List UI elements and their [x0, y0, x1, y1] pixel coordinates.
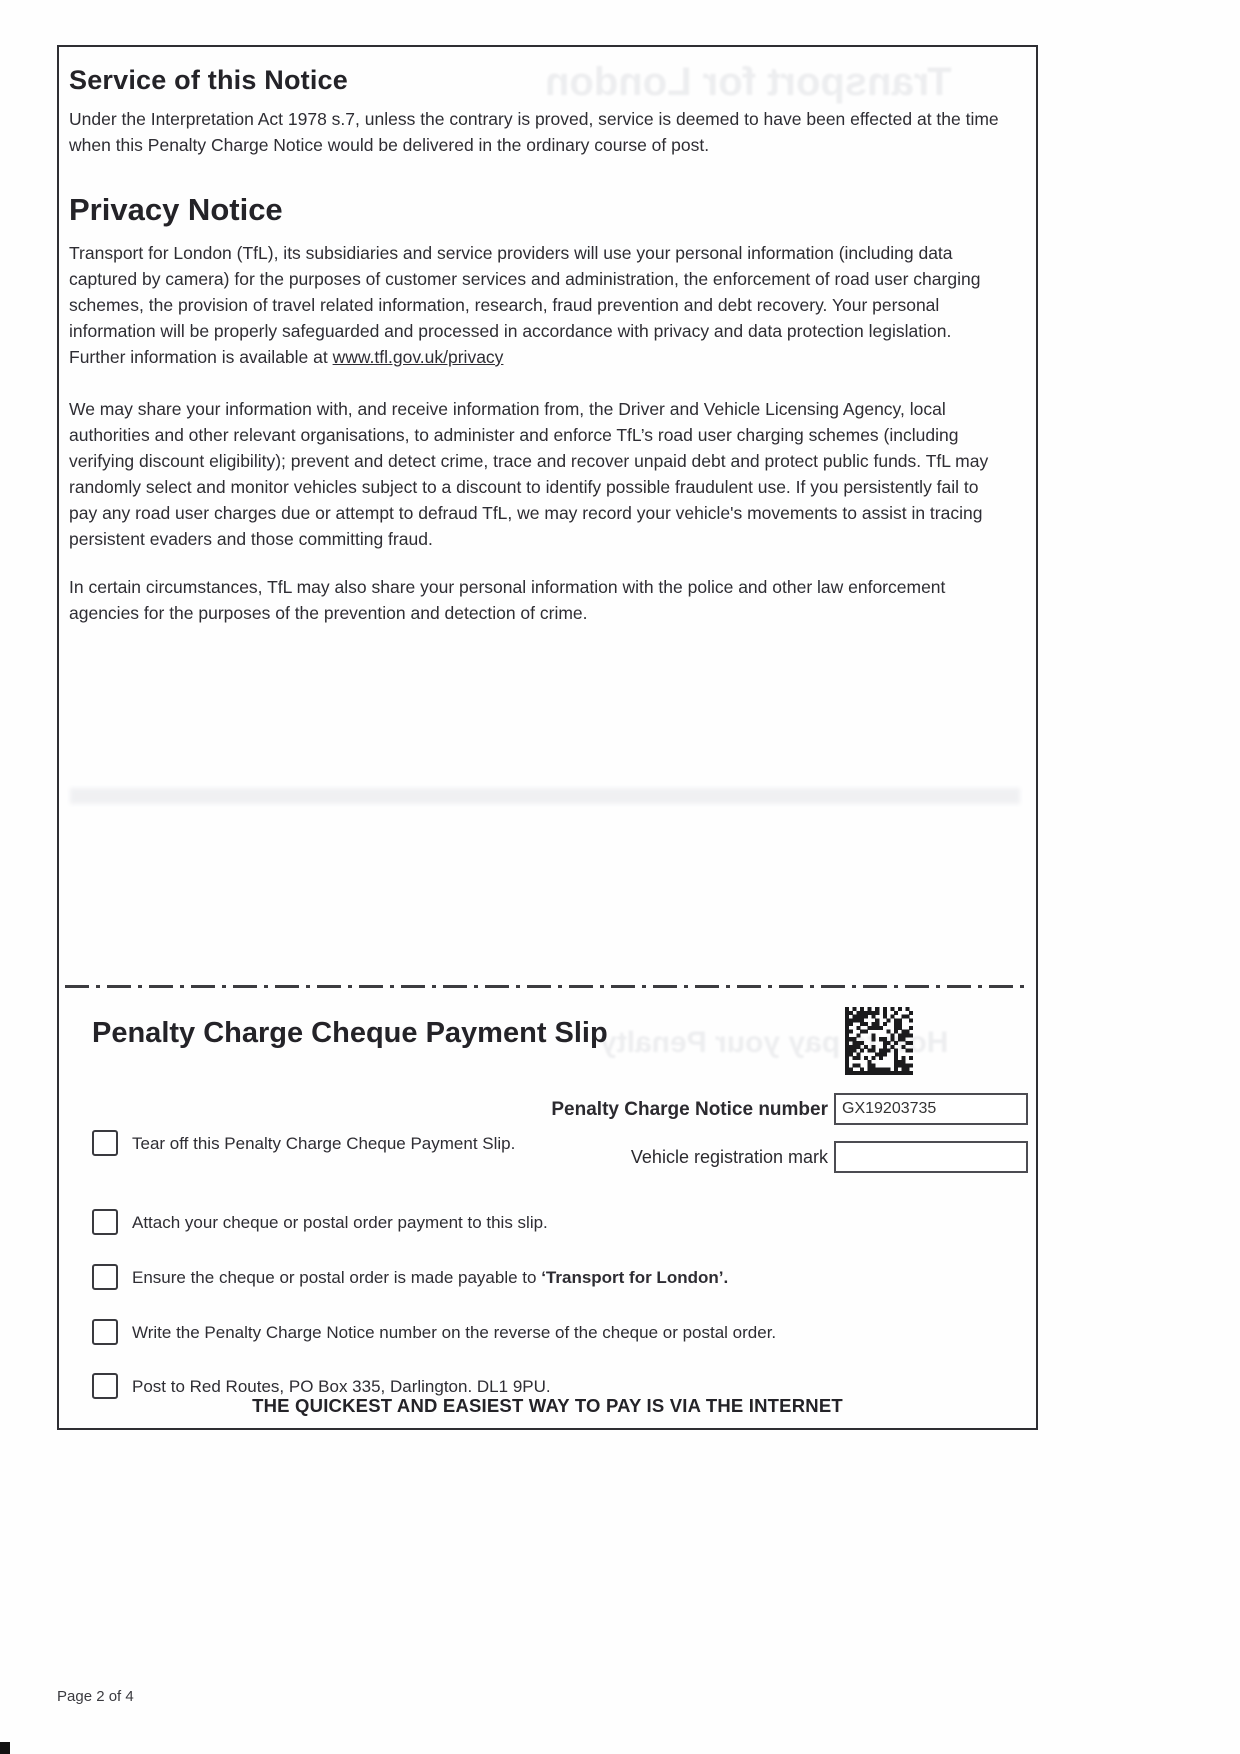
notice-box [57, 45, 1038, 1430]
instruction-text-prefix: Ensure the cheque or postal order is made payable to [132, 1268, 542, 1287]
tear-off-checkbox[interactable] [92, 1130, 118, 1156]
pcn-number-field[interactable]: GX19203735 [834, 1093, 1028, 1125]
write-pcn-checkbox[interactable] [92, 1319, 118, 1345]
instruction-text: Post to Red Routes, PO Box 335, Darlington. DL1 9PU. [132, 1377, 551, 1396]
instruction-row [92, 1319, 776, 1346]
service-of-notice-body: Under the Interpretation Act 1978 s.7, unless the contrary is proved, service is deemed to have been effected at the time when this Penalty Charge Notice would be delivered in the ordinary course of post. [69, 109, 999, 155]
pcn-number-label: Penalty Charge Notice number [551, 1099, 828, 1120]
privacy-url-link[interactable]: www.tfl.gov.uk/privacy [332, 347, 504, 367]
instruction-text: Attach your cheque or postal order payment to this slip. [132, 1213, 548, 1232]
privacy-notice-title: Privacy Notice [69, 192, 283, 227]
payee-name-bold: ‘Transport for London’. [541, 1268, 729, 1287]
instruction-row [92, 1264, 728, 1291]
privacy-paragraph-1 [69, 240, 1002, 370]
attach-cheque-checkbox[interactable] [92, 1209, 118, 1235]
pay-online-footer: THE QUICKEST AND EASIEST WAY TO PAY IS VIA THE INTERNET [252, 1395, 843, 1416]
privacy-paragraph-3: In certain circumstances, TfL may also share your personal information with the police and other law enforcement agencies for the purposes of the prevention and detection of crime. [69, 577, 946, 623]
page-number: Page 2 of 4 [57, 1688, 134, 1705]
privacy-paragraph-1-text: Transport for London (TfL), its subsidiaries and service providers will use your personal information (including data captured by camera) for the purposes of customer services and administration, the enforcement of road user charging schemes, the provision of travel related information, research, fraud prevention and debt recovery. Your personal information will be properly safeguarded and processed in accordance with privacy and data protection legislation. Further information is available at [69, 243, 981, 367]
payment-slip [59, 987, 1036, 1428]
qr-code [845, 1007, 913, 1075]
instruction-row [92, 1209, 548, 1236]
privacy-paragraph-2: We may share your information with, and receive information from, the Driver and Vehicle Licensing Agency, local authorities and other relevant organisations, to administer and enforce TfL’s road user charging schemes (including verifying discount eligibility); prevent and detect crime, trace and recover unpaid debt and protect public funds. TfL may randomly select and monitor vehicles subject to a discount to identify possible fraudulent use. If you persistently fail to pay any road user charges due or attempt to defraud TfL, we may record your vehicle's movements to assist in tracing persistent evaders and those committing fraud. [69, 399, 989, 549]
instruction-text: Tear off this Penalty Charge Cheque Payment Slip. [132, 1134, 516, 1153]
bleed-through-text: Transport for London [545, 60, 952, 104]
instruction-row [92, 1130, 515, 1157]
upper-section [59, 47, 1036, 626]
vehicle-registration-label: Vehicle registration mark [630, 1147, 828, 1167]
scan-artifact [0, 1742, 10, 1754]
bleed-through-text: How to pay your Penalty [600, 1026, 949, 1059]
vehicle-registration-field[interactable] [834, 1141, 1028, 1173]
instruction-text: Write the Penalty Charge Notice number on the reverse of the cheque or postal order. [132, 1323, 777, 1342]
payable-to-checkbox[interactable] [92, 1264, 118, 1290]
instruction-text [132, 1264, 728, 1291]
service-of-notice-title: Service of this Notice [69, 65, 348, 95]
payment-slip-title: Penalty Charge Cheque Payment Slip [92, 1017, 608, 1049]
